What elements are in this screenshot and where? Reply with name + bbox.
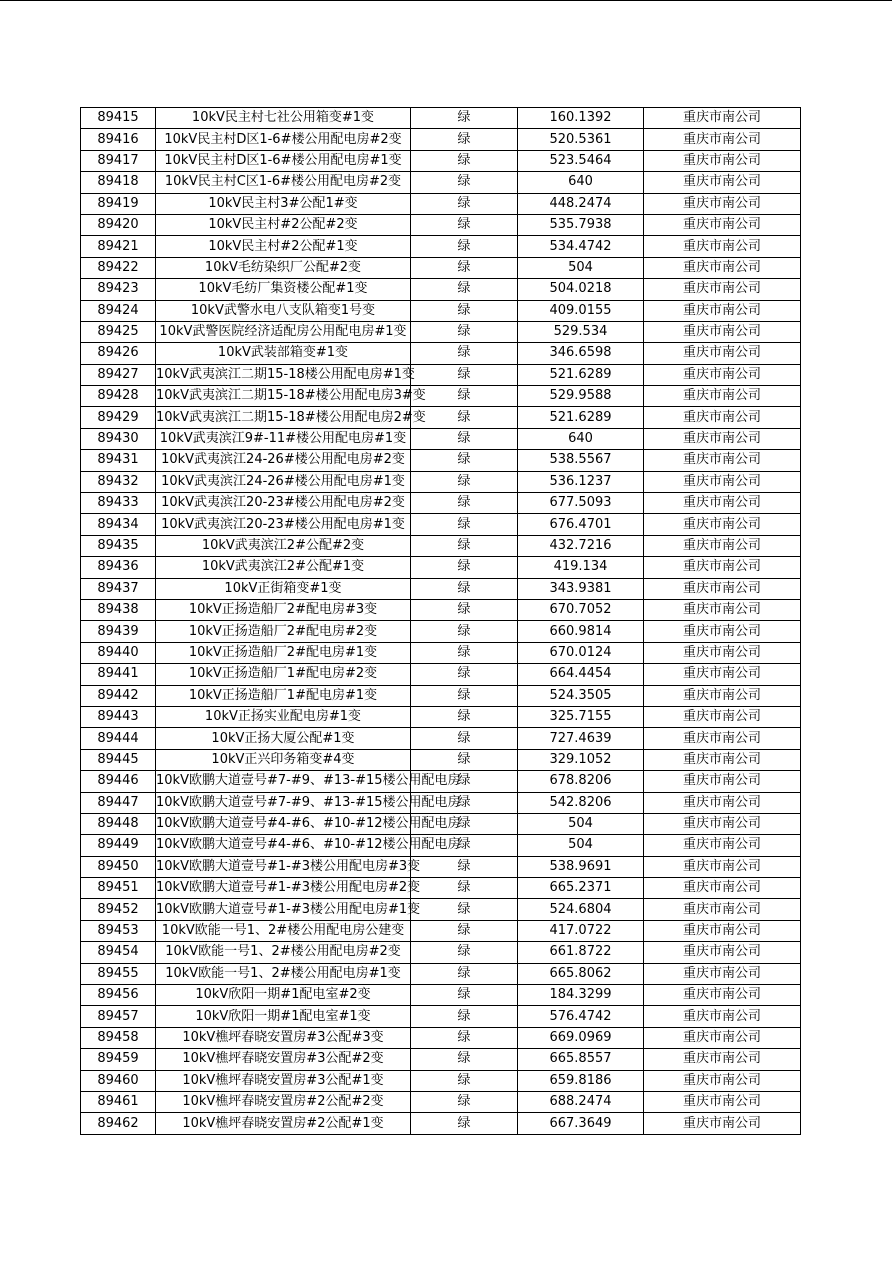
value-cell: 677.5093	[518, 493, 644, 514]
table-row	[81, 578, 801, 599]
table-row	[81, 813, 801, 834]
company-cell: 重庆市南公司	[644, 599, 801, 620]
company-cell: 重庆市南公司	[644, 279, 801, 300]
row-id-cell: 89426	[81, 343, 156, 364]
station-name-cell: 10kV民主村3#公配1#变	[156, 193, 411, 214]
row-id-cell: 89451	[81, 878, 156, 899]
table-row	[81, 1006, 801, 1027]
station-name-cell: 10kV武夷滨江24-26#楼公用配电房#1变	[156, 471, 411, 492]
table-row	[81, 108, 801, 129]
station-name-cell: 10kV欧鹏大道壹号#4-#6、#10-#12楼公用配电房	[156, 835, 411, 856]
value-cell: 417.0722	[518, 920, 644, 941]
station-name-cell: 10kV樵坪春晓安置房#3公配#1变	[156, 1070, 411, 1091]
status-cell: 绿	[411, 514, 518, 535]
value-cell: 521.6289	[518, 364, 644, 385]
station-name-cell: 10kV武装部箱变#1变	[156, 343, 411, 364]
value-cell: 325.7155	[518, 706, 644, 727]
company-cell: 重庆市南公司	[644, 920, 801, 941]
value-cell: 448.2474	[518, 193, 644, 214]
value-cell: 640	[518, 428, 644, 449]
value-cell: 669.0969	[518, 1027, 644, 1048]
table-row	[81, 1070, 801, 1091]
value-cell: 504	[518, 257, 644, 278]
status-cell: 绿	[411, 279, 518, 300]
company-cell: 重庆市南公司	[644, 771, 801, 792]
status-cell: 绿	[411, 706, 518, 727]
table-row	[81, 172, 801, 193]
status-cell: 绿	[411, 236, 518, 257]
row-id-cell: 89433	[81, 493, 156, 514]
row-id-cell: 89421	[81, 236, 156, 257]
value-cell: 676.4701	[518, 514, 644, 535]
status-cell: 绿	[411, 108, 518, 129]
value-cell: 409.0155	[518, 300, 644, 321]
station-name-cell: 10kV武夷滨江2#公配#1变	[156, 557, 411, 578]
company-cell: 重庆市南公司	[644, 985, 801, 1006]
row-id-cell: 89419	[81, 193, 156, 214]
row-id-cell: 89427	[81, 364, 156, 385]
table-row	[81, 150, 801, 171]
value-cell: 665.2371	[518, 878, 644, 899]
status-cell: 绿	[411, 343, 518, 364]
company-cell: 重庆市南公司	[644, 471, 801, 492]
company-cell: 重庆市南公司	[644, 1070, 801, 1091]
table-row	[81, 257, 801, 278]
value-cell: 504	[518, 813, 644, 834]
row-id-cell: 89430	[81, 428, 156, 449]
station-name-cell: 10kV武夷滨江2#公配#2变	[156, 535, 411, 556]
value-cell: 542.8206	[518, 792, 644, 813]
company-cell: 重庆市南公司	[644, 364, 801, 385]
row-id-cell: 89431	[81, 450, 156, 471]
row-id-cell: 89423	[81, 279, 156, 300]
company-cell: 重庆市南公司	[644, 257, 801, 278]
station-name-cell: 10kV樵坪春晓安置房#3公配#2变	[156, 1049, 411, 1070]
company-cell: 重庆市南公司	[644, 856, 801, 877]
value-cell: 521.6289	[518, 407, 644, 428]
status-cell: 绿	[411, 428, 518, 449]
table-row	[81, 920, 801, 941]
value-cell: 529.534	[518, 321, 644, 342]
company-cell: 重庆市南公司	[644, 706, 801, 727]
value-cell: 346.6598	[518, 343, 644, 364]
company-cell: 重庆市南公司	[644, 878, 801, 899]
table-row	[81, 493, 801, 514]
table-row	[81, 450, 801, 471]
row-id-cell: 89432	[81, 471, 156, 492]
table-row	[81, 193, 801, 214]
row-id-cell: 89417	[81, 150, 156, 171]
station-name-cell: 10kV武警医院经济适配房公用配电房#1变	[156, 321, 411, 342]
value-cell: 523.5464	[518, 150, 644, 171]
row-id-cell: 89460	[81, 1070, 156, 1091]
status-cell: 绿	[411, 1113, 518, 1134]
status-cell: 绿	[411, 685, 518, 706]
status-cell: 绿	[411, 300, 518, 321]
company-cell: 重庆市南公司	[644, 664, 801, 685]
station-name-cell: 10kV武夷滨江20-23#楼公用配电房#1变	[156, 514, 411, 535]
status-cell: 绿	[411, 321, 518, 342]
company-cell: 重庆市南公司	[644, 728, 801, 749]
station-name-cell: 10kV民主村D区1-6#楼公用配电房#1变	[156, 150, 411, 171]
station-name-cell: 10kV武夷滨江20-23#楼公用配电房#2变	[156, 493, 411, 514]
status-cell: 绿	[411, 664, 518, 685]
station-name-cell: 10kV武夷滨江二期15-18#楼公用配电房3#变	[156, 386, 411, 407]
row-id-cell: 89445	[81, 749, 156, 770]
station-name-cell: 10kV民主村七社公用箱变#1变	[156, 108, 411, 129]
status-cell: 绿	[411, 920, 518, 941]
company-cell: 重庆市南公司	[644, 129, 801, 150]
station-name-cell: 10kV武夷滨江24-26#楼公用配电房#2变	[156, 450, 411, 471]
station-name-cell: 10kV欧鹏大道壹号#7-#9、#13-#15楼公用配电房	[156, 792, 411, 813]
company-cell: 重庆市南公司	[644, 514, 801, 535]
value-cell: 419.134	[518, 557, 644, 578]
value-cell: 329.1052	[518, 749, 644, 770]
row-id-cell: 89428	[81, 386, 156, 407]
status-cell: 绿	[411, 193, 518, 214]
status-cell: 绿	[411, 535, 518, 556]
company-cell: 重庆市南公司	[644, 300, 801, 321]
row-id-cell: 89461	[81, 1091, 156, 1112]
station-name-cell: 10kV欧能一号1、2#楼公用配电房#1变	[156, 963, 411, 984]
table-row	[81, 685, 801, 706]
row-id-cell: 89437	[81, 578, 156, 599]
row-id-cell: 89444	[81, 728, 156, 749]
row-id-cell: 89462	[81, 1113, 156, 1134]
value-cell: 661.8722	[518, 942, 644, 963]
station-name-cell: 10kV民主村C区1-6#楼公用配电房#2变	[156, 172, 411, 193]
row-id-cell: 89459	[81, 1049, 156, 1070]
row-id-cell: 89446	[81, 771, 156, 792]
value-cell: 524.6804	[518, 899, 644, 920]
status-cell: 绿	[411, 214, 518, 235]
status-cell: 绿	[411, 1091, 518, 1112]
company-cell: 重庆市南公司	[644, 321, 801, 342]
table-row	[81, 621, 801, 642]
company-cell: 重庆市南公司	[644, 813, 801, 834]
value-cell: 576.4742	[518, 1006, 644, 1027]
table-row	[81, 557, 801, 578]
value-cell: 538.9691	[518, 856, 644, 877]
station-name-cell: 10kV欧鹏大道壹号#4-#6、#10-#12楼公用配电房	[156, 813, 411, 834]
status-cell: 绿	[411, 578, 518, 599]
station-name-cell: 10kV民主村#2公配#1变	[156, 236, 411, 257]
row-id-cell: 89424	[81, 300, 156, 321]
status-cell: 绿	[411, 749, 518, 770]
company-cell: 重庆市南公司	[644, 557, 801, 578]
company-cell: 重庆市南公司	[644, 386, 801, 407]
value-cell: 536.1237	[518, 471, 644, 492]
status-cell: 绿	[411, 942, 518, 963]
company-cell: 重庆市南公司	[644, 150, 801, 171]
company-cell: 重庆市南公司	[644, 193, 801, 214]
status-cell: 绿	[411, 771, 518, 792]
company-cell: 重庆市南公司	[644, 942, 801, 963]
station-name-cell: 10kV民主村#2公配#2变	[156, 214, 411, 235]
value-cell: 665.8062	[518, 963, 644, 984]
table-row	[81, 214, 801, 235]
table-row	[81, 279, 801, 300]
status-cell: 绿	[411, 835, 518, 856]
station-name-cell: 10kV正扬造船厂1#配电房#2变	[156, 664, 411, 685]
value-cell: 660.9814	[518, 621, 644, 642]
value-cell: 160.1392	[518, 108, 644, 129]
status-cell: 绿	[411, 642, 518, 663]
row-id-cell: 89448	[81, 813, 156, 834]
data-table	[80, 107, 801, 1135]
status-cell: 绿	[411, 599, 518, 620]
status-cell: 绿	[411, 621, 518, 642]
company-cell: 重庆市南公司	[644, 1113, 801, 1134]
company-cell: 重庆市南公司	[644, 792, 801, 813]
station-name-cell: 10kV武夷滨江二期15-18#楼公用配电房2#变	[156, 407, 411, 428]
status-cell: 绿	[411, 557, 518, 578]
page-top-border	[0, 0, 892, 1]
status-cell: 绿	[411, 450, 518, 471]
row-id-cell: 89429	[81, 407, 156, 428]
company-cell: 重庆市南公司	[644, 535, 801, 556]
value-cell: 678.8206	[518, 771, 644, 792]
row-id-cell: 89443	[81, 706, 156, 727]
value-cell: 664.4454	[518, 664, 644, 685]
station-name-cell: 10kV民主村D区1-6#楼公用配电房#2变	[156, 129, 411, 150]
station-name-cell: 10kV欧鹏大道壹号#1-#3楼公用配电房#2变	[156, 878, 411, 899]
row-id-cell: 89438	[81, 599, 156, 620]
table-row	[81, 792, 801, 813]
row-id-cell: 89420	[81, 214, 156, 235]
status-cell: 绿	[411, 386, 518, 407]
table-row	[81, 1113, 801, 1134]
value-cell: 343.9381	[518, 578, 644, 599]
row-id-cell: 89450	[81, 856, 156, 877]
company-cell: 重庆市南公司	[644, 108, 801, 129]
table-row	[81, 407, 801, 428]
table-row	[81, 942, 801, 963]
status-cell: 绿	[411, 1049, 518, 1070]
station-name-cell: 10kV欧鹏大道壹号#7-#9、#13-#15楼公用配电房	[156, 771, 411, 792]
table-row	[81, 835, 801, 856]
station-name-cell: 10kV毛纺厂集资楼公配#1变	[156, 279, 411, 300]
row-id-cell: 89453	[81, 920, 156, 941]
station-name-cell: 10kV欣阳一期#1配电室#2变	[156, 985, 411, 1006]
row-id-cell: 89458	[81, 1027, 156, 1048]
company-cell: 重庆市南公司	[644, 642, 801, 663]
station-name-cell: 10kV正兴印务箱变#4变	[156, 749, 411, 770]
row-id-cell: 89456	[81, 985, 156, 1006]
table-row	[81, 771, 801, 792]
company-cell: 重庆市南公司	[644, 749, 801, 770]
table-row	[81, 728, 801, 749]
company-cell: 重庆市南公司	[644, 236, 801, 257]
table-row	[81, 514, 801, 535]
row-id-cell: 89416	[81, 129, 156, 150]
value-cell: 727.4639	[518, 728, 644, 749]
table-body	[81, 108, 801, 1135]
status-cell: 绿	[411, 856, 518, 877]
company-cell: 重庆市南公司	[644, 428, 801, 449]
company-cell: 重庆市南公司	[644, 685, 801, 706]
status-cell: 绿	[411, 1027, 518, 1048]
table-row	[81, 1091, 801, 1112]
row-id-cell: 89447	[81, 792, 156, 813]
table-row	[81, 1027, 801, 1048]
row-id-cell: 89422	[81, 257, 156, 278]
value-cell: 535.7938	[518, 214, 644, 235]
status-cell: 绿	[411, 963, 518, 984]
value-cell: 529.9588	[518, 386, 644, 407]
status-cell: 绿	[411, 878, 518, 899]
status-cell: 绿	[411, 493, 518, 514]
station-name-cell: 10kV樵坪春晓安置房#2公配#1变	[156, 1113, 411, 1134]
row-id-cell: 89454	[81, 942, 156, 963]
table-row	[81, 428, 801, 449]
status-cell: 绿	[411, 985, 518, 1006]
value-cell: 670.0124	[518, 642, 644, 663]
row-id-cell: 89442	[81, 685, 156, 706]
station-name-cell: 10kV樵坪春晓安置房#3公配#3变	[156, 1027, 411, 1048]
value-cell: 524.3505	[518, 685, 644, 706]
status-cell: 绿	[411, 150, 518, 171]
table-row	[81, 1049, 801, 1070]
station-name-cell: 10kV正扬实业配电房#1变	[156, 706, 411, 727]
table-row	[81, 749, 801, 770]
station-name-cell: 10kV欧鹏大道壹号#1-#3楼公用配电房#3变	[156, 856, 411, 877]
company-cell: 重庆市南公司	[644, 1049, 801, 1070]
row-id-cell: 89455	[81, 963, 156, 984]
value-cell: 504.0218	[518, 279, 644, 300]
table-row	[81, 386, 801, 407]
station-name-cell: 10kV武夷滨江9#-11#楼公用配电房#1变	[156, 428, 411, 449]
value-cell: 665.8557	[518, 1049, 644, 1070]
value-cell: 538.5567	[518, 450, 644, 471]
value-cell: 670.7052	[518, 599, 644, 620]
company-cell: 重庆市南公司	[644, 214, 801, 235]
station-name-cell: 10kV正扬造船厂2#配电房#3变	[156, 599, 411, 620]
company-cell: 重庆市南公司	[644, 407, 801, 428]
status-cell: 绿	[411, 899, 518, 920]
table-row	[81, 300, 801, 321]
row-id-cell: 89435	[81, 535, 156, 556]
status-cell: 绿	[411, 364, 518, 385]
table-row	[81, 985, 801, 1006]
table-row	[81, 599, 801, 620]
station-name-cell: 10kV欣阳一期#1配电室#1变	[156, 1006, 411, 1027]
status-cell: 绿	[411, 813, 518, 834]
station-name-cell: 10kV毛纺染织厂公配#2变	[156, 257, 411, 278]
value-cell: 520.5361	[518, 129, 644, 150]
company-cell: 重庆市南公司	[644, 1006, 801, 1027]
company-cell: 重庆市南公司	[644, 899, 801, 920]
table-row	[81, 129, 801, 150]
value-cell: 504	[518, 835, 644, 856]
status-cell: 绿	[411, 1006, 518, 1027]
value-cell: 184.3299	[518, 985, 644, 1006]
row-id-cell: 89441	[81, 664, 156, 685]
company-cell: 重庆市南公司	[644, 963, 801, 984]
table-row	[81, 706, 801, 727]
station-name-cell: 10kV欧能一号1、2#楼公用配电房#2变	[156, 942, 411, 963]
table-row	[81, 664, 801, 685]
row-id-cell: 89439	[81, 621, 156, 642]
table-row	[81, 963, 801, 984]
row-id-cell: 89418	[81, 172, 156, 193]
value-cell: 688.2474	[518, 1091, 644, 1112]
station-name-cell: 10kV正扬造船厂2#配电房#1变	[156, 642, 411, 663]
value-cell: 659.8186	[518, 1070, 644, 1091]
table-row	[81, 642, 801, 663]
table-row	[81, 343, 801, 364]
company-cell: 重庆市南公司	[644, 493, 801, 514]
status-cell: 绿	[411, 1070, 518, 1091]
station-name-cell: 10kV正扬大厦公配#1变	[156, 728, 411, 749]
row-id-cell: 89425	[81, 321, 156, 342]
table-row	[81, 878, 801, 899]
table-row	[81, 899, 801, 920]
row-id-cell: 89457	[81, 1006, 156, 1027]
value-cell: 534.4742	[518, 236, 644, 257]
station-name-cell: 10kV欧鹏大道壹号#1-#3楼公用配电房#1变	[156, 899, 411, 920]
status-cell: 绿	[411, 728, 518, 749]
company-cell: 重庆市南公司	[644, 450, 801, 471]
station-name-cell: 10kV樵坪春晓安置房#2公配#2变	[156, 1091, 411, 1112]
row-id-cell: 89415	[81, 108, 156, 129]
company-cell: 重庆市南公司	[644, 621, 801, 642]
status-cell: 绿	[411, 792, 518, 813]
station-name-cell: 10kV欧能一号1、2#楼公用配电房公建变	[156, 920, 411, 941]
table-row	[81, 535, 801, 556]
company-cell: 重庆市南公司	[644, 578, 801, 599]
row-id-cell: 89436	[81, 557, 156, 578]
row-id-cell: 89449	[81, 835, 156, 856]
status-cell: 绿	[411, 172, 518, 193]
row-id-cell: 89452	[81, 899, 156, 920]
station-name-cell: 10kV武警水电八支队箱变1号变	[156, 300, 411, 321]
value-cell: 640	[518, 172, 644, 193]
table-row	[81, 236, 801, 257]
company-cell: 重庆市南公司	[644, 1027, 801, 1048]
company-cell: 重庆市南公司	[644, 343, 801, 364]
station-name-cell: 10kV正街箱变#1变	[156, 578, 411, 599]
station-name-cell: 10kV正扬造船厂1#配电房#1变	[156, 685, 411, 706]
value-cell: 432.7216	[518, 535, 644, 556]
table-row	[81, 321, 801, 342]
table-row	[81, 856, 801, 877]
row-id-cell: 89440	[81, 642, 156, 663]
status-cell: 绿	[411, 129, 518, 150]
status-cell: 绿	[411, 257, 518, 278]
status-cell: 绿	[411, 471, 518, 492]
company-cell: 重庆市南公司	[644, 1091, 801, 1112]
table-row	[81, 364, 801, 385]
station-name-cell: 10kV正扬造船厂2#配电房#2变	[156, 621, 411, 642]
table-row	[81, 471, 801, 492]
company-cell: 重庆市南公司	[644, 172, 801, 193]
station-name-cell: 10kV武夷滨江二期15-18楼公用配电房#1变	[156, 364, 411, 385]
company-cell: 重庆市南公司	[644, 835, 801, 856]
row-id-cell: 89434	[81, 514, 156, 535]
value-cell: 667.3649	[518, 1113, 644, 1134]
status-cell: 绿	[411, 407, 518, 428]
